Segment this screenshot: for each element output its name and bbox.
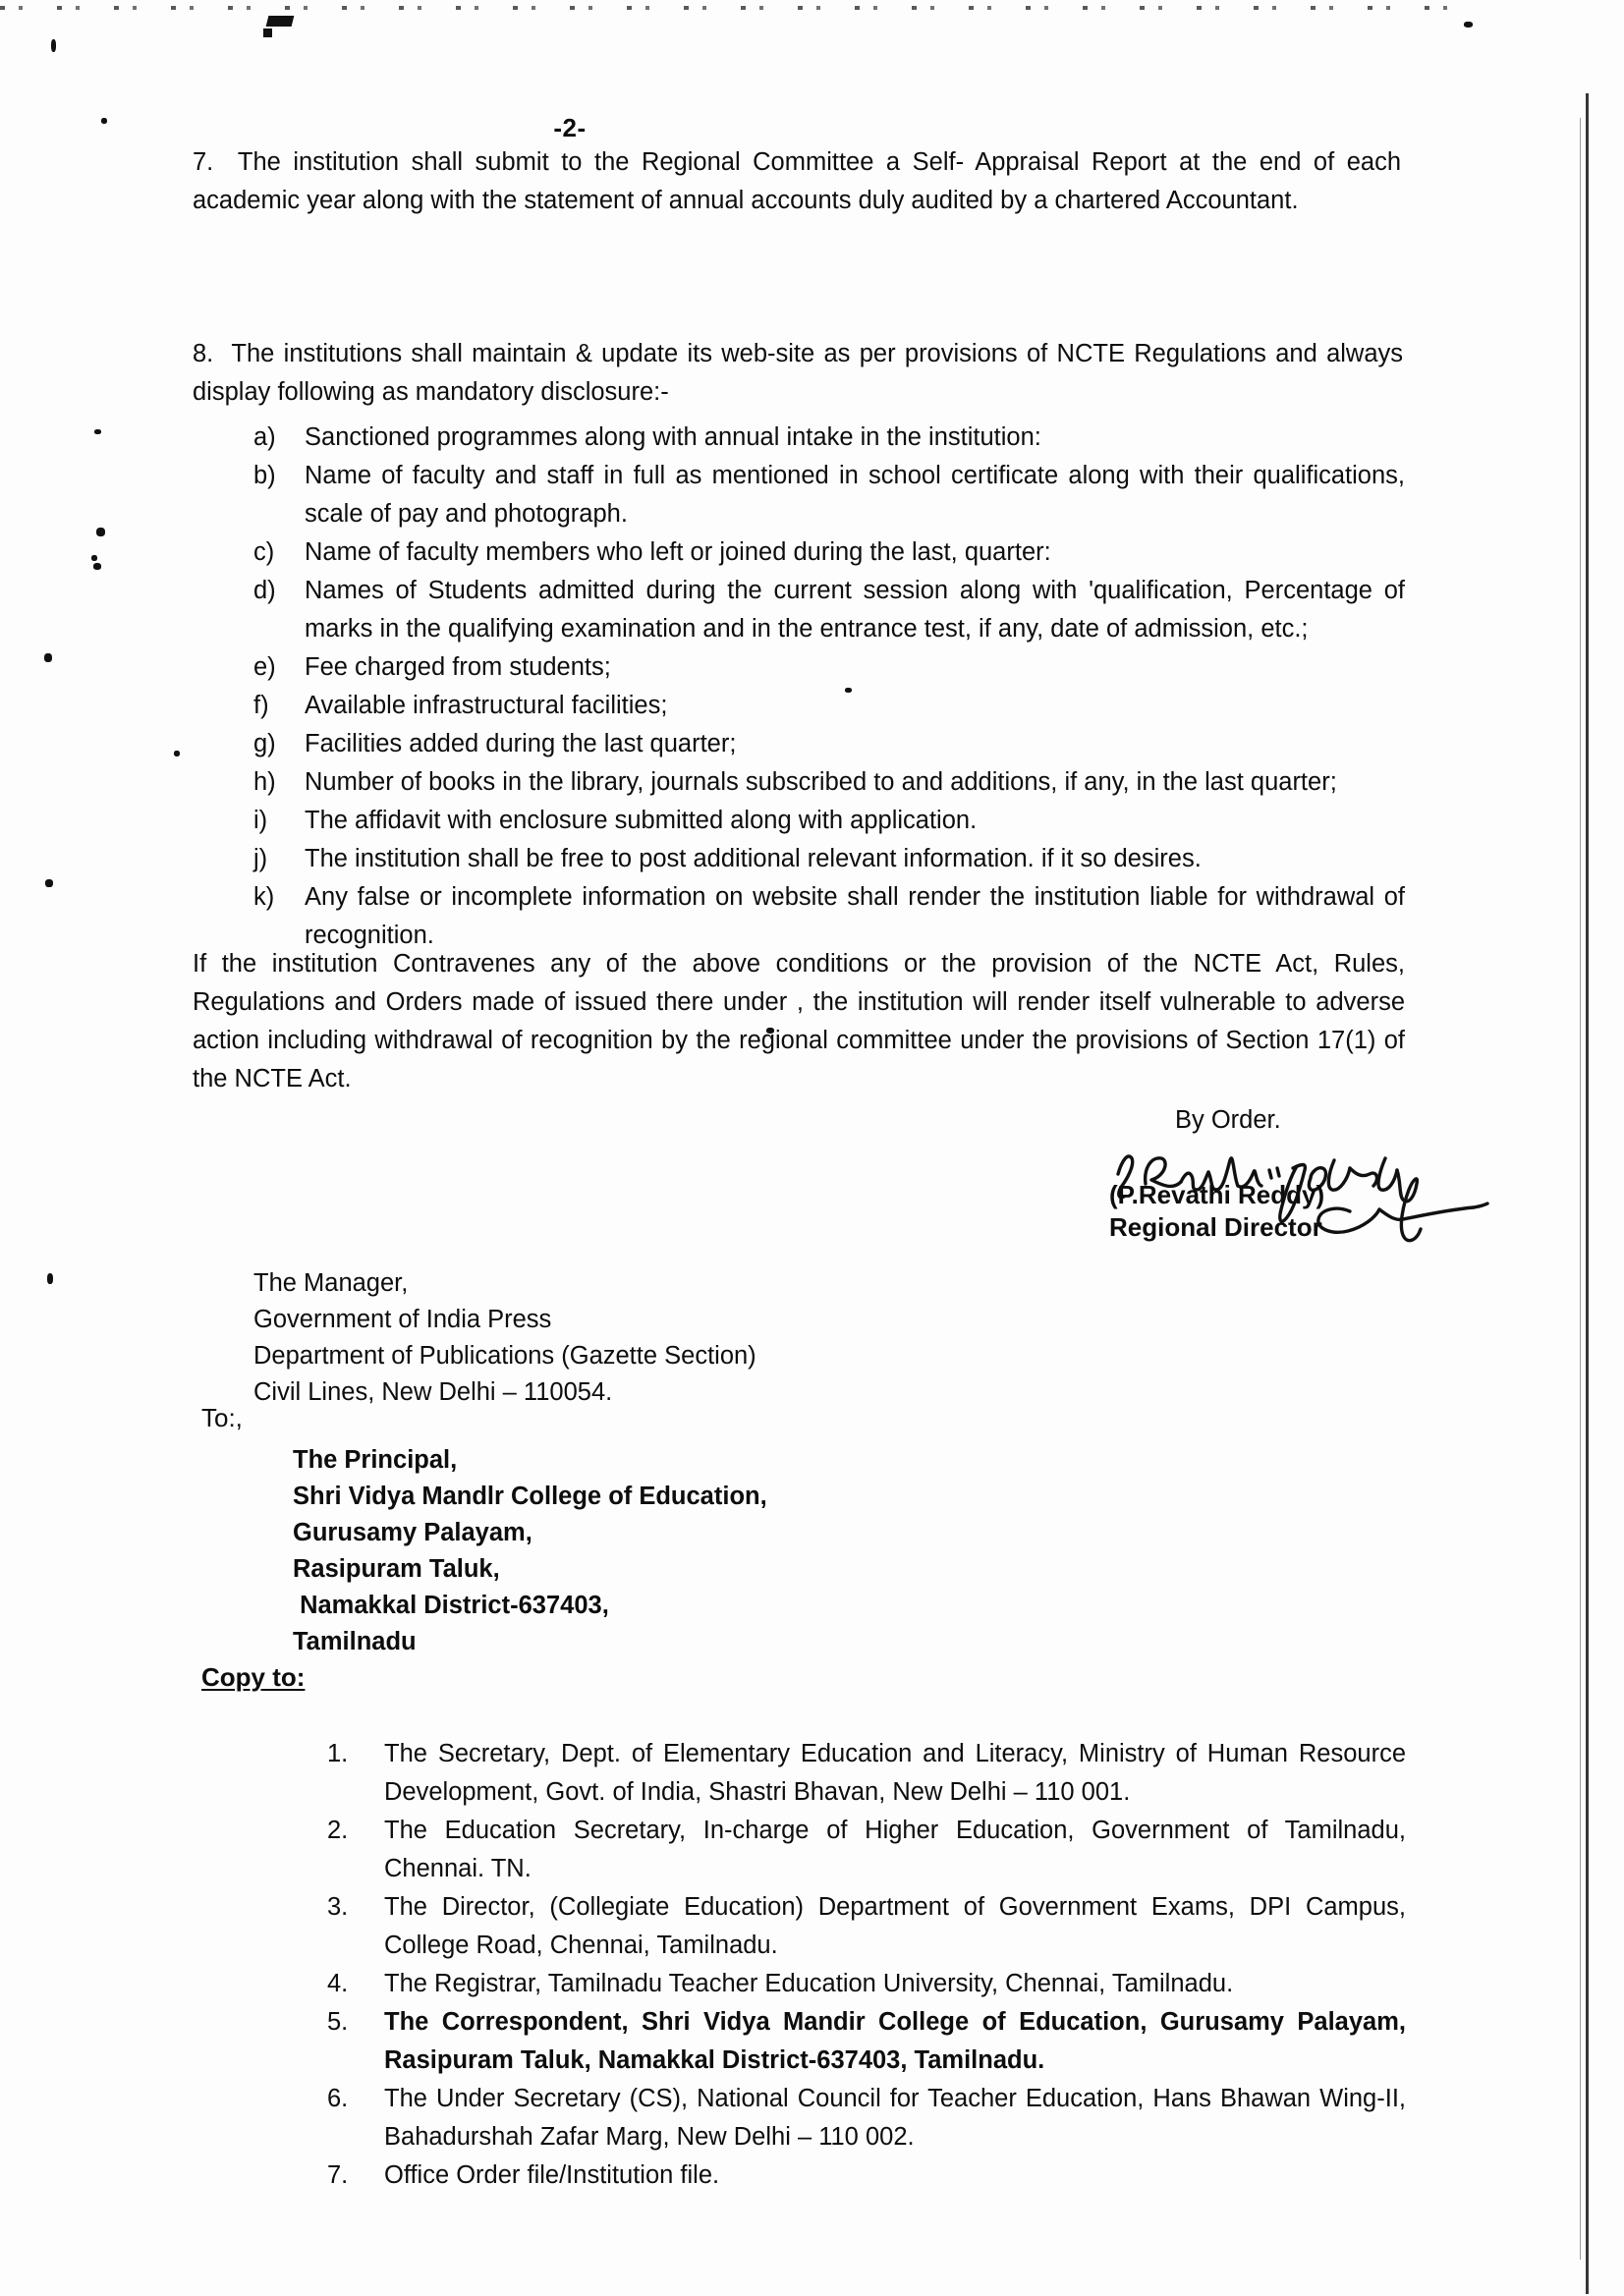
disclosure-item-marker: e) — [253, 653, 276, 681]
by-order-label: By Order. — [1175, 1106, 1281, 1134]
disclosure-item-text: Sanctioned programmes along with annual intake in the institution: — [305, 423, 1041, 451]
copy-to-item-marker: 6. — [327, 2085, 349, 2112]
clause-8-text: The institutions shall maintain & update its web-site as per provisions of NCTE Regulations and always display following as mandatory disclosure:- — [193, 340, 1404, 406]
disclosure-item-text: Available infrastructural facilities; — [305, 692, 668, 719]
disclosure-item — [253, 419, 1405, 457]
disclosure-item-marker: i) — [253, 807, 268, 834]
signatory-block — [1109, 1179, 1324, 1244]
clause-7-paragraph — [193, 143, 1401, 220]
copy-to-item-marker: 1. — [327, 1740, 349, 1767]
copy-to-item — [327, 1812, 1406, 1888]
clause-8-paragraph — [193, 335, 1403, 412]
copy-to-item-text: The Under Secretary (CS), National Council for Teacher Education, Hans Bhawan Wing-II, Bahadurshah Zafar Marg, New Delhi – 110 002. — [384, 2085, 1406, 2151]
disclosure-item-text: Any false or incomplete information on website shall render the institution liable for withdrawal of recognition. — [305, 883, 1405, 949]
contravention-paragraph: If the institution Contravenes any of the above conditions or the provision of the NCTE Act, Rules, Regulations and Orders made of issued there under , the institution will render itself vulnerable to adverse action including withdrawal of recognition by the regional committee under the provisions of Section 17(1) of the NCTE Act. — [193, 950, 1405, 1092]
copy-to-item — [327, 2156, 1406, 2195]
clause-8-number: 8. — [193, 340, 223, 367]
disclosure-item-marker: b) — [253, 462, 276, 489]
disclosure-item-marker: k) — [253, 883, 275, 911]
press-address-block — [253, 1265, 941, 1411]
recipient-address-block — [293, 1442, 980, 1660]
disclosure-item-marker: d) — [253, 577, 276, 604]
disclosure-item — [253, 572, 1405, 648]
recipient-address-line: Tamilnadu — [293, 1628, 417, 1655]
disclosure-item-marker: g) — [253, 730, 276, 757]
copy-to-item-marker: 3. — [327, 1893, 349, 1921]
copy-to-item — [327, 2080, 1406, 2156]
copy-to-item-text: The Secretary, Dept. of Elementary Education and Literacy, Ministry of Human Resource Development, Govt. of India, Shastri Bhavan, New Delhi – 110 001. — [384, 1740, 1406, 1806]
copy-to-item-marker: 7. — [327, 2161, 349, 2189]
recipient-address-line: Rasipuram Taluk, — [293, 1555, 500, 1583]
disclosure-item — [253, 802, 1405, 840]
disclosure-item-text: Facilities added during the last quarter; — [305, 730, 737, 757]
copy-to-item-text: The Education Secretary, In-charge of Higher Education, Government of Tamilnadu, Chennai. TN. — [384, 1817, 1406, 1882]
disclosure-item — [253, 840, 1405, 878]
disclosure-item — [253, 533, 1405, 572]
press-address-line: Department of Publications (Gazette Section) — [253, 1342, 756, 1370]
recipient-address-line: Namakkal District-637403, — [293, 1592, 609, 1619]
disclosure-item-marker: j) — [253, 845, 268, 872]
disclosure-item-text: The institution shall be free to post additional relevant information. if it so desires. — [305, 845, 1202, 872]
disclosure-item — [253, 457, 1405, 533]
disclosure-item — [253, 648, 1405, 687]
disclosure-item-marker: a) — [253, 423, 276, 451]
disclosure-item-text: Fee charged from students; — [305, 653, 611, 681]
copy-to-item-marker: 2. — [327, 1817, 349, 1844]
disclosure-item — [253, 763, 1405, 802]
signatory-name: (P.Revathi Reddy) — [1109, 1180, 1325, 1209]
press-address-line: Government of India Press — [253, 1306, 552, 1333]
press-address-line: Civil Lines, New Delhi – 110054. — [253, 1378, 613, 1406]
copy-to-item — [327, 2003, 1406, 2080]
disclosure-item-marker: h) — [253, 768, 276, 796]
recipient-address-line: Shri Vidya Mandlr College of Education, — [293, 1483, 767, 1510]
copy-to-item-text: The Director, (Collegiate Education) Department of Government Exams, DPI Campus, College Road, Chennai, Tamilnadu. — [384, 1893, 1406, 1959]
disclosure-item-text: Name of faculty members who left or joined during the last, quarter: — [305, 538, 1051, 566]
clause-7-number: 7. — [193, 148, 226, 176]
signatory-designation: Regional Director — [1109, 1212, 1322, 1242]
copy-to-item — [327, 1888, 1406, 1965]
recipient-address-line: Gurusamy Palayam, — [293, 1519, 532, 1546]
page-number-marker: -2- — [553, 113, 587, 142]
to-label: To:, — [201, 1403, 243, 1432]
disclosure-item-text: The affidavit with enclosure submitted along with application. — [305, 807, 978, 834]
mandatory-disclosure-list — [253, 419, 1405, 955]
disclosure-item — [253, 725, 1405, 763]
disclosure-item-marker: f) — [253, 692, 269, 719]
press-address-line: The Manager, — [253, 1269, 409, 1297]
disclosure-item — [253, 687, 1405, 725]
copy-to-list — [327, 1735, 1406, 2195]
copy-to-item-marker: 5. — [327, 2008, 349, 2036]
disclosure-item-text: Names of Students admitted during the current session along with 'qualification, Percentage of marks in the qualifying examination and in the entrance test, if any, date of admission, etc.; — [305, 577, 1405, 643]
copy-to-item-marker: 4. — [327, 1970, 349, 1997]
copy-to-label: Copy to: — [201, 1662, 306, 1692]
disclosure-item-text: Number of books in the library, journals subscribed to and additions, if any, in the last quarter; — [305, 768, 1337, 796]
copy-to-item-text: The Registrar, Tamilnadu Teacher Education University, Chennai, Tamilnadu. — [384, 1970, 1234, 1997]
copy-to-item — [327, 1965, 1406, 2003]
disclosure-item — [253, 878, 1405, 955]
copy-to-item-text: Office Order file/Institution file. — [384, 2161, 720, 2189]
recipient-address-line: The Principal, — [293, 1446, 458, 1474]
copy-to-item-text: The Correspondent, Shri Vidya Mandir College of Education, Gurusamy Palayam, Rasipuram Taluk, Namakkal District-637403, Tamilnadu. — [384, 2008, 1406, 2074]
copy-to-item — [327, 1735, 1406, 1812]
disclosure-item-marker: c) — [253, 538, 275, 566]
disclosure-item-text: Name of faculty and staff in full as mentioned in school certificate along with their qualifications, scale of pay and photograph. — [305, 462, 1405, 528]
clause-7-text: The institution shall submit to the Regional Committee a Self- Appraisal Report at the end of each academic year along with the statement of annual accounts duly audited by a chartered Accountant. — [193, 148, 1402, 214]
